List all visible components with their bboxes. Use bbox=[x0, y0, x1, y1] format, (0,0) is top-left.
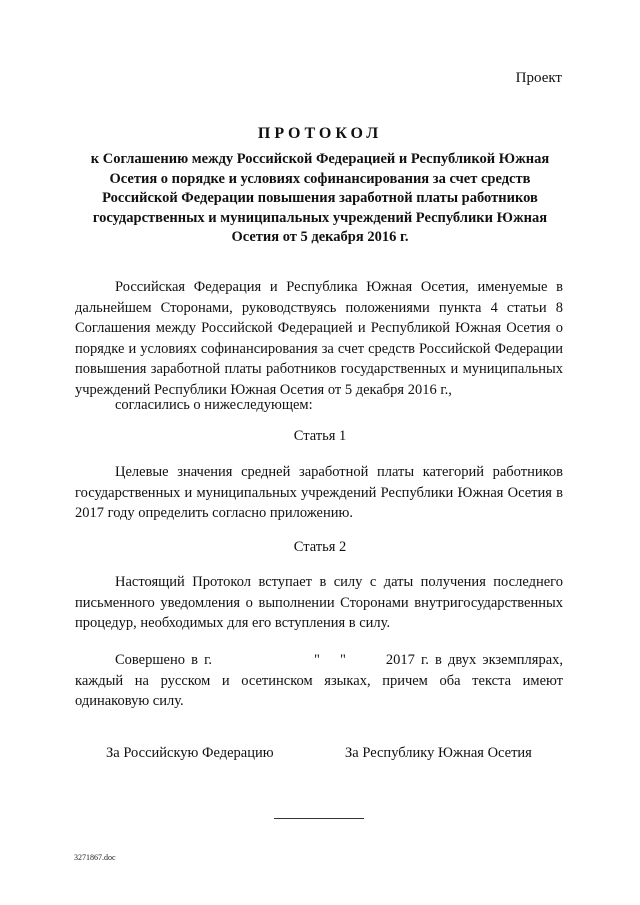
document-id: 3271867.doc bbox=[74, 853, 116, 862]
document-title: ПРОТОКОЛ bbox=[257, 125, 383, 142]
done-at-paragraph bbox=[75, 650, 563, 712]
done-at-rest: 2017 г. в двух экземплярах, каждый на русском и осетинском языках, причем оба текста имеют одинаковую силу. bbox=[75, 652, 564, 709]
signatory-right: За Республику Южная Осетия bbox=[345, 745, 532, 761]
done-at-prefix: Совершено в г. bbox=[115, 652, 213, 668]
agreed-line: согласились о нижеследующем: bbox=[115, 397, 313, 413]
document-status-label: Проект bbox=[515, 70, 562, 86]
article-2-text: Настоящий Протокол вступает в силу с даты получения последнего письменного уведомления о выполнении Сторонами внутригосударственных процедур, необходимых для его вступления в силу. bbox=[75, 574, 563, 631]
closing-divider bbox=[274, 818, 364, 819]
date-quote-close: " bbox=[339, 652, 346, 668]
date-quote-open: " bbox=[314, 652, 320, 668]
document-subtitle: к Соглашению между Российской Федерацией и Республикой Южная Осетия о порядке и условиях софинансирования за счет средств Российской Федерации повышения заработной платы работников государственных и муниципальных учреждений Республики Южная Осетия от 5 декабря 2016 г. bbox=[90, 151, 550, 245]
article-2-heading: Статья 2 bbox=[293, 539, 347, 555]
preamble-paragraph: Российская Федерация и Республика Южная Осетия, именуемые в дальнейшем Сторонами, руководствуясь положениями пункта 4 статьи 8 Соглашения между Российской Федерацией и Республикой Южная Осетия о порядке и условиях софинансирования за счет средств Российской Федерации повышения заработной платы работников государственных и муниципальных учреждений Республики Южная Осетия от 5 декабря 2016 г., bbox=[75, 279, 563, 398]
signatory-left: За Российскую Федерацию bbox=[106, 745, 274, 761]
article-1-text: Целевые значения средней заработной платы категорий работников государственных и муниципальных учреждений Республики Южная Осетия в 2017 году определить согласно приложению. bbox=[75, 464, 563, 521]
article-1-heading: Статья 1 bbox=[293, 428, 347, 444]
